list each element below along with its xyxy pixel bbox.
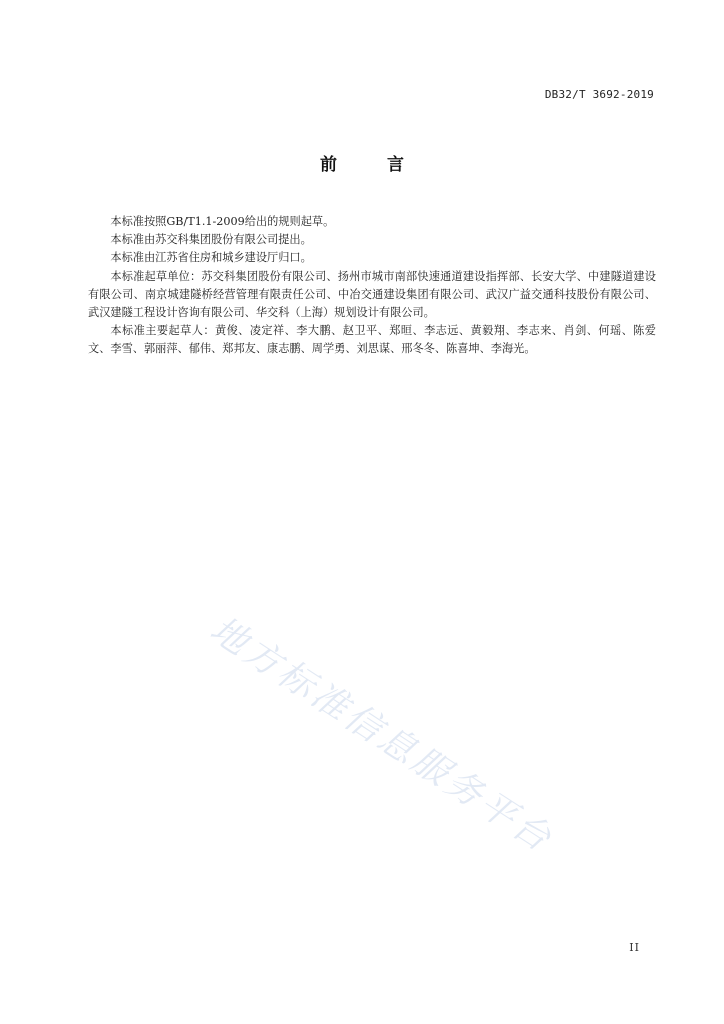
section-title: 前 言 (320, 155, 426, 175)
document-code: DB32/T 3692-2019 (544, 88, 654, 101)
body-text (88, 213, 656, 359)
paragraph-drafting-units: 本标准起草单位：苏交科集团股份有限公司、扬州市城市南部快速通道建设指挥部、长安大学、中建隧道建设有限公司、南京城建隧桥经营管理有限责任公司、中冶交通建设集团有限公司、武汉广益交通科技股份有限公司、武汉建隧工程设计咨询有限公司、华交科（上海）规划设计有限公司。 (88, 269, 656, 320)
paragraph-proposer: 本标准由苏交科集团股份有限公司提出。 (110, 233, 312, 247)
paragraph-drafting-rules: 本标准按照GB/T1.1-2009给出的规则起草。 (110, 215, 335, 228)
paragraph-drafters: 本标准主要起草人：黄俊、凌定祥、李大鹏、赵卫平、郑晅、李志远、黄毅翔、李志来、肖剑、何瑶、陈爱文、李雪、郭丽萍、郁伟、郑邦友、康志鹏、周学勇、刘思谋、邢冬冬、陈喜坤、李海光。 (88, 324, 656, 356)
watermark: 地方标准信息服务平台 (202, 609, 561, 862)
paragraph-administrator: 本标准由江苏省住房和城乡建设厅归口。 (110, 251, 312, 265)
page-number: II (629, 941, 640, 954)
